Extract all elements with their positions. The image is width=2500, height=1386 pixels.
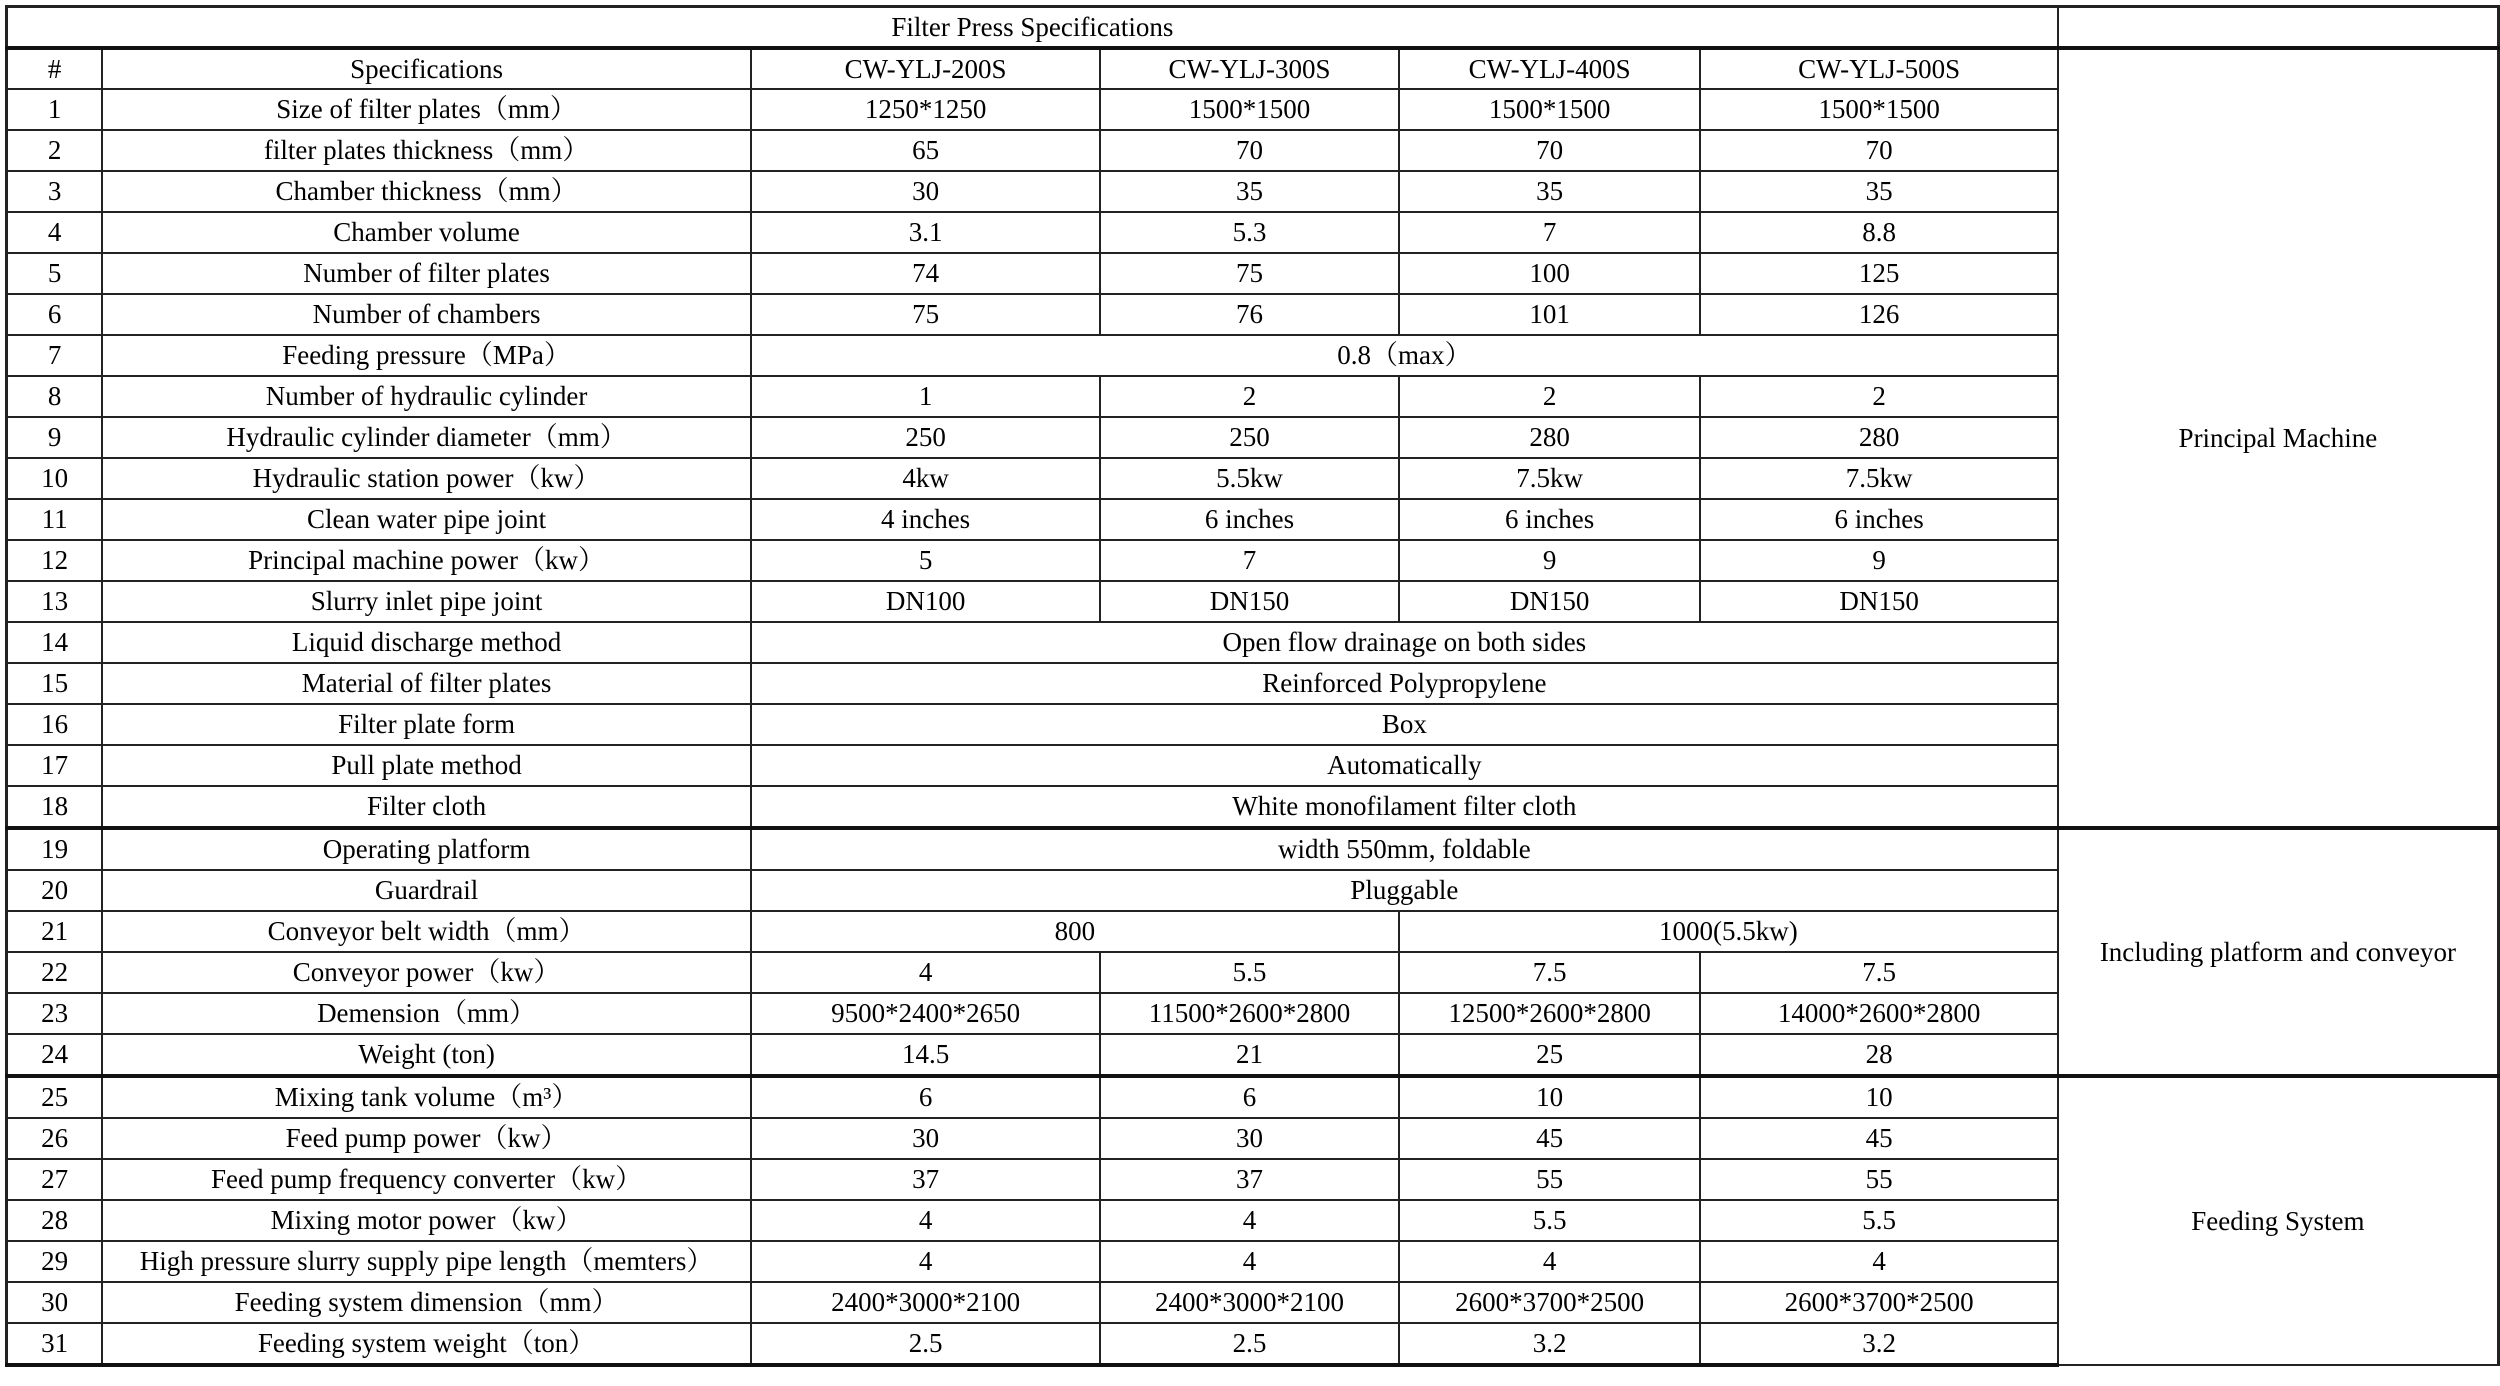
value-cell: 37: [751, 1159, 1100, 1200]
value-cell: 4: [751, 1200, 1100, 1241]
spec-label: Conveyor belt width（mm）: [102, 911, 751, 952]
spec-label: Chamber thickness（mm）: [102, 171, 751, 212]
value-cell: 28: [1700, 1034, 2057, 1076]
value-cell: 2400*3000*2100: [1100, 1282, 1399, 1323]
row-number: 19: [7, 828, 103, 870]
value-cell: 3.2: [1700, 1323, 2057, 1365]
spec-label: High pressure slurry supply pipe length（memters）: [102, 1241, 751, 1282]
header-number: #: [7, 48, 103, 89]
spec-label: Chamber volume: [102, 212, 751, 253]
row-number: 15: [7, 663, 103, 704]
spec-label: Guardrail: [102, 870, 751, 911]
value-cell: 3.1: [751, 212, 1100, 253]
row-number: 1: [7, 89, 103, 130]
spec-label: Number of filter plates: [102, 253, 751, 294]
spec-label: Principal machine power（kw）: [102, 540, 751, 581]
value-cell: 75: [1100, 253, 1399, 294]
value-cell: 1500*1500: [1700, 89, 2057, 130]
row-number: 12: [7, 540, 103, 581]
section-feeding-system: Feeding System: [2058, 1076, 2499, 1365]
value-cell: 45: [1700, 1118, 2057, 1159]
value-cell: 280: [1700, 417, 2057, 458]
row-number: 3: [7, 171, 103, 212]
value-cell: 125: [1700, 253, 2057, 294]
spec-label: Slurry inlet pipe joint: [102, 581, 751, 622]
value-cell: 5.3: [1100, 212, 1399, 253]
header-specifications: Specifications: [102, 48, 751, 89]
value-cell: 65: [751, 130, 1100, 171]
value-cell: 5: [751, 540, 1100, 581]
value-cell: 45: [1399, 1118, 1701, 1159]
spec-label: Material of filter plates: [102, 663, 751, 704]
header-model-300s: CW-YLJ-300S: [1100, 48, 1399, 89]
spec-label: Filter cloth: [102, 786, 751, 828]
value-cell: 14000*2600*2800: [1700, 993, 2057, 1034]
value-cell: 35: [1700, 171, 2057, 212]
value-cell: 4: [1399, 1241, 1701, 1282]
row-number: 4: [7, 212, 103, 253]
table-row: [7, 1076, 2499, 1118]
spec-label: Hydraulic station power（kw）: [102, 458, 751, 499]
row-number: 5: [7, 253, 103, 294]
row-number: 2: [7, 130, 103, 171]
value-cell: 4: [751, 952, 1100, 993]
row-number: 16: [7, 704, 103, 745]
value-cell: 25: [1399, 1034, 1701, 1076]
value-cell: 55: [1399, 1159, 1701, 1200]
row-number: 6: [7, 294, 103, 335]
row-number: 28: [7, 1200, 103, 1241]
header-model-500s: CW-YLJ-500S: [1700, 48, 2057, 89]
value-cell: 6: [1100, 1076, 1399, 1118]
value-cell: 1000(5.5kw): [1399, 911, 2058, 952]
value-cell: 101: [1399, 294, 1701, 335]
row-number: 24: [7, 1034, 103, 1076]
value-cell: 126: [1700, 294, 2057, 335]
value-cell: 4 inches: [751, 499, 1100, 540]
value-cell: 5.5: [1399, 1200, 1701, 1241]
value-cell: DN150: [1100, 581, 1399, 622]
value-cell: DN150: [1700, 581, 2057, 622]
value-cell: 7: [1100, 540, 1399, 581]
value-cell: 1500*1500: [1399, 89, 1701, 130]
value-cell: 35: [1399, 171, 1701, 212]
row-number: 14: [7, 622, 103, 663]
spec-label: Pull plate method: [102, 745, 751, 786]
value-cell: 2: [1700, 376, 2057, 417]
value-cell: 9: [1700, 540, 2057, 581]
value-cell: 21: [1100, 1034, 1399, 1076]
header-model-400s: CW-YLJ-400S: [1399, 48, 1701, 89]
spec-label: Number of hydraulic cylinder: [102, 376, 751, 417]
row-number: 20: [7, 870, 103, 911]
spec-label: Filter plate form: [102, 704, 751, 745]
row-number: 21: [7, 911, 103, 952]
value-cell: 7.5: [1399, 952, 1701, 993]
spec-label: Demension（mm）: [102, 993, 751, 1034]
row-number: 27: [7, 1159, 103, 1200]
row-number: 18: [7, 786, 103, 828]
value-cell: 250: [1100, 417, 1399, 458]
value-cell: 14.5: [751, 1034, 1100, 1076]
value-cell: 4: [1700, 1241, 2057, 1282]
value-cell: 7.5kw: [1399, 458, 1701, 499]
row-number: 31: [7, 1323, 103, 1365]
value-cell: DN150: [1399, 581, 1701, 622]
value-cell: 4kw: [751, 458, 1100, 499]
value-cell: 55: [1700, 1159, 2057, 1200]
table-row: [7, 828, 2499, 870]
spec-label: filter plates thickness（mm）: [102, 130, 751, 171]
value-cell: 2: [1399, 376, 1701, 417]
value-cell: Pluggable: [751, 870, 2058, 911]
title-blank-cell: [2058, 7, 2499, 49]
value-cell: 2.5: [1100, 1323, 1399, 1365]
value-cell: White monofilament filter cloth: [751, 786, 2058, 828]
value-cell: 7: [1399, 212, 1701, 253]
value-cell: 11500*2600*2800: [1100, 993, 1399, 1034]
value-cell: 10: [1399, 1076, 1701, 1118]
row-number: 25: [7, 1076, 103, 1118]
value-cell: 4: [751, 1241, 1100, 1282]
value-cell: 2: [1100, 376, 1399, 417]
value-cell: 70: [1399, 130, 1701, 171]
value-cell: 9: [1399, 540, 1701, 581]
value-cell: 6 inches: [1399, 499, 1701, 540]
value-cell: 76: [1100, 294, 1399, 335]
value-cell: 1500*1500: [1100, 89, 1399, 130]
value-cell: 8.8: [1700, 212, 2057, 253]
row-number: 22: [7, 952, 103, 993]
row-number: 29: [7, 1241, 103, 1282]
value-cell: 7.5kw: [1700, 458, 2057, 499]
value-cell: 30: [1100, 1118, 1399, 1159]
value-cell: 70: [1700, 130, 2057, 171]
spec-label: Mixing motor power（kw）: [102, 1200, 751, 1241]
value-cell: 5.5: [1100, 952, 1399, 993]
value-cell: Box: [751, 704, 2058, 745]
value-cell: 2.5: [751, 1323, 1100, 1365]
spec-label: Mixing tank volume（m³）: [102, 1076, 751, 1118]
value-cell: 7.5: [1700, 952, 2057, 993]
value-cell: Open flow drainage on both sides: [751, 622, 2058, 663]
spec-label: Conveyor power（kw）: [102, 952, 751, 993]
value-cell: 75: [751, 294, 1100, 335]
value-cell: 12500*2600*2800: [1399, 993, 1701, 1034]
table-title: Filter Press Specifications: [7, 7, 2058, 49]
value-cell: 4: [1100, 1241, 1399, 1282]
value-cell: 100: [1399, 253, 1701, 294]
value-cell: Reinforced Polypropylene: [751, 663, 2058, 704]
value-cell: 6 inches: [1100, 499, 1399, 540]
spec-label: Feeding system weight（ton）: [102, 1323, 751, 1365]
value-cell: Automatically: [751, 745, 2058, 786]
value-cell: 35: [1100, 171, 1399, 212]
value-cell: 2600*3700*2500: [1700, 1282, 2057, 1323]
value-cell: 2400*3000*2100: [751, 1282, 1100, 1323]
value-cell: width 550mm, foldable: [751, 828, 2058, 870]
spec-label: Clean water pipe joint: [102, 499, 751, 540]
row-number: 8: [7, 376, 103, 417]
row-number: 7: [7, 335, 103, 376]
value-cell: 6: [751, 1076, 1100, 1118]
value-cell: 30: [751, 1118, 1100, 1159]
spec-label: Number of chambers: [102, 294, 751, 335]
row-number: 13: [7, 581, 103, 622]
value-cell: 5.5kw: [1100, 458, 1399, 499]
value-cell: 37: [1100, 1159, 1399, 1200]
spec-label: Hydraulic cylinder diameter（mm）: [102, 417, 751, 458]
value-cell: 30: [751, 171, 1100, 212]
value-cell: 0.8（max）: [751, 335, 2058, 376]
spec-label: Operating platform: [102, 828, 751, 870]
row-number: 17: [7, 745, 103, 786]
spec-label: Size of filter plates（mm）: [102, 89, 751, 130]
row-number: 26: [7, 1118, 103, 1159]
row-number: 9: [7, 417, 103, 458]
value-cell: 280: [1399, 417, 1701, 458]
header-model-200s: CW-YLJ-200S: [751, 48, 1100, 89]
spec-label: Liquid discharge method: [102, 622, 751, 663]
value-cell: 70: [1100, 130, 1399, 171]
value-cell: DN100: [751, 581, 1100, 622]
spec-label: Feed pump power（kw）: [102, 1118, 751, 1159]
value-cell: 2600*3700*2500: [1399, 1282, 1701, 1323]
row-number: 10: [7, 458, 103, 499]
value-cell: 1250*1250: [751, 89, 1100, 130]
header-row: [7, 48, 2499, 89]
spec-label: Feeding system dimension（mm）: [102, 1282, 751, 1323]
filter-press-spec-table: [5, 5, 2500, 1367]
title-row: [7, 7, 2499, 49]
value-cell: 9500*2400*2650: [751, 993, 1100, 1034]
value-cell: 1: [751, 376, 1100, 417]
value-cell: 4: [1100, 1200, 1399, 1241]
value-cell: 5.5: [1700, 1200, 2057, 1241]
row-number: 23: [7, 993, 103, 1034]
value-cell: 3.2: [1399, 1323, 1701, 1365]
value-cell: 74: [751, 253, 1100, 294]
value-cell: 10: [1700, 1076, 2057, 1118]
spec-label: Feeding pressure（MPa）: [102, 335, 751, 376]
spec-label: Feed pump frequency converter（kw）: [102, 1159, 751, 1200]
value-cell: 6 inches: [1700, 499, 2057, 540]
row-number: 30: [7, 1282, 103, 1323]
section-principal-machine: Principal Machine: [2058, 48, 2499, 828]
value-cell: 800: [751, 911, 1399, 952]
value-cell: 250: [751, 417, 1100, 458]
spec-label: Weight (ton): [102, 1034, 751, 1076]
row-number: 11: [7, 499, 103, 540]
section-platform-conveyor: Including platform and conveyor: [2058, 828, 2499, 1076]
